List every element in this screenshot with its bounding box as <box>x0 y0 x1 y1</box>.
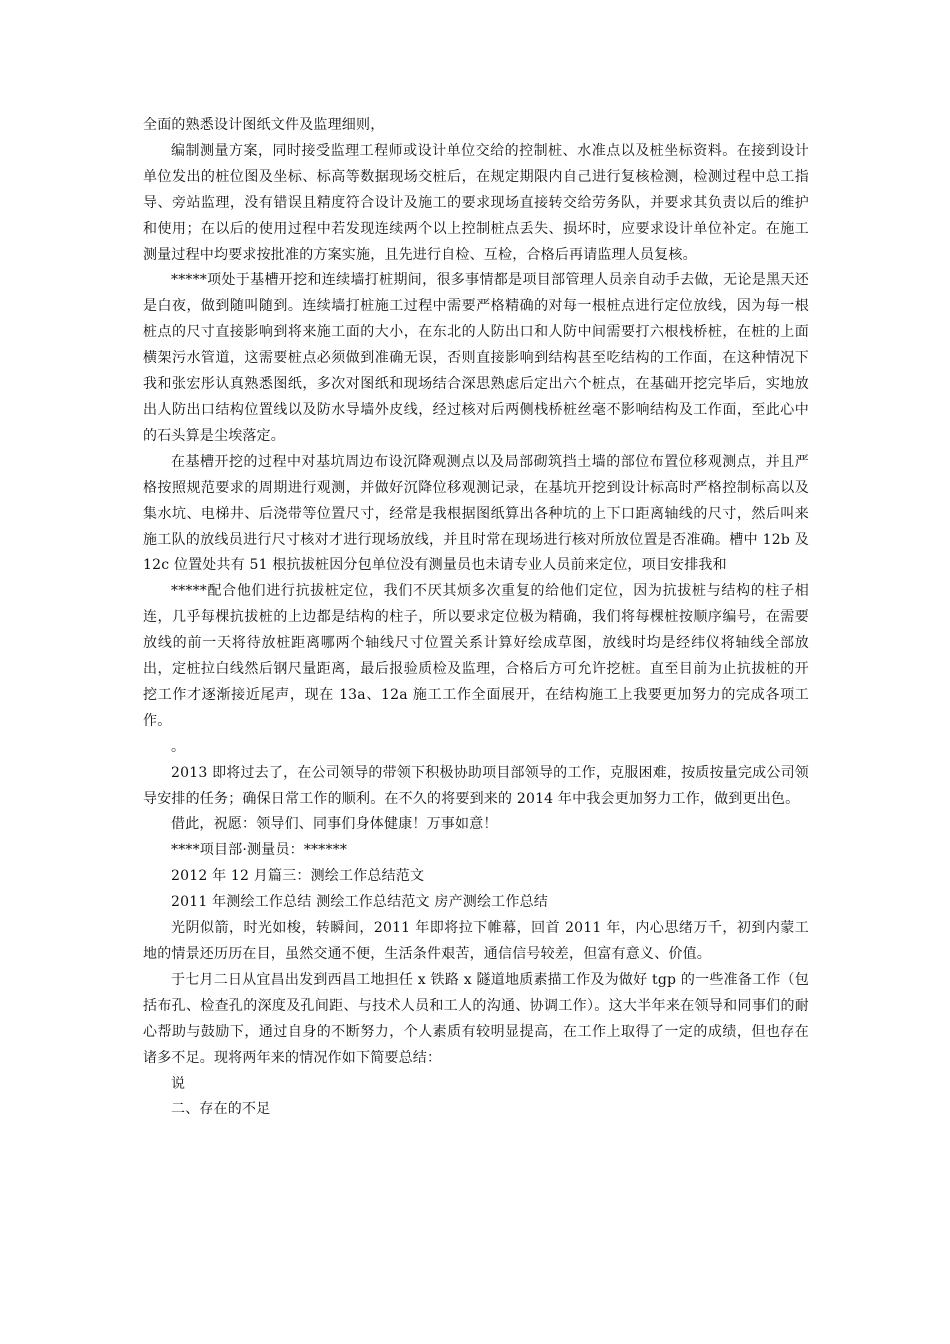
paragraph-6: 。 <box>171 738 186 755</box>
paragraph-3: *****项处于基槽开挖和连续墙打桩期间，很多事情都是项目部管理人员亲自动手去做，无论是黑天还是白夜，做到随叫随到。连续墙打桩施工过程中需要严格精确的对每一根桩点进行定位放线，因为每一根桩点的尺寸直接影响到将来施工面的大小，在东北的人防出口和人防中间需要打六根栈桥桩，在桩的上面横架污水管道，这需要桩点必须做到准确无误，否则直接影响到结构甚至吃结构的工作面，在这种情况下我和张宏彤认真熟悉图纸，多次对图纸和现场结合深思熟虑后定出六个桩点，在基础开挖完毕后，实地放出人防出口结构位置线以及防水导墙外皮线，经过核对后两侧栈桥桩丝毫不影响结构及工作面，至此心中的石头算是尘埃落定。 <box>143 272 809 444</box>
paragraph-11: 2011 年测绘工作总结 测绘工作总结范文 房产测绘工作总结 <box>171 894 548 911</box>
paragraph-8: 借此，祝愿：领导们、同事们身体健康！万事如意！ <box>171 816 498 833</box>
paragraph-13: 于七月二日从宜昌出发到西昌工地担任 x 铁路 x 隧道地质素描工作及为做好 tgp 的一些准备工作（包括布孔、检查孔的深度及孔间距、与技术人员和工人的沟通、协调工作）。这大半年来在领导和同事们的耐心帮助与鼓励下，通过自身的不断努力，个人素质有较明显提高，在工作上取得了一定的成绩，但也存在诸多不足。现将两年来的情况作如下简要总结： <box>143 971 809 1066</box>
paragraph-12: 光阴似箭，时光如梭，转瞬间，2011 年即将拉下帷幕，回首 2011 年，内心思绪万千，初到内蒙工地的情景还历历在目，虽然交通不便，生活条件艰苦，通信信号较差，但富有意义、价值。 <box>143 920 809 962</box>
paragraph-5: *****配合他们进行抗拔桩定位，我们不厌其烦多次重复的给他们定位，因为抗拔桩与结构的柱子相连，几乎每棵抗拔桩的上边都是结构的柱子，所以要求定位极为精确，我们将每棵桩按顺序编号，在需要放线的前一天将待放桩距离哪两个轴线尺寸位置关系计算好绘成草图，放线时均是经纬仪将轴线全部放出，定桩拉白线然后钢尺量距离，最后报验质检及监理，合格后方可允许挖桩。直至目前为止抗拔桩的开挖工作才逐渐接近尾声，现在 13a、12a 施工工作全面展开，在结构施工上我要更加努力的完成各项工作。 <box>143 583 809 729</box>
paragraph-1: 全面的熟悉设计图纸文件及监理细则， <box>143 117 385 133</box>
paragraph-14: 说 <box>171 1075 186 1092</box>
paragraph-10: 2012 年 12 月篇三：测绘工作总结范文 <box>171 868 425 885</box>
paragraph-15: 二、存在的不足 <box>171 1101 271 1118</box>
document-body <box>143 113 809 1123</box>
paragraph-9: ****项目部·测量员：****** <box>171 842 348 859</box>
paragraph-2: 编制测量方案，同时接受监理工程师或设计单位交给的控制桩、水准点以及桩坐标资料。在接到设计单位发出的桩位图及坐标、标高等数据现场交桩后，在规定期限内自己进行复核检测，检测过程中总工指导、旁站监理，没有错误且精度符合设计及施工的要求现场直接转交给劳务队，并要求其负责以后的维护和使用；在以后的使用过程中若发现连续两个以上控制桩点丢失、损坏时，应要求设计单位补定。在施工测量过程中均要求按批准的方案实施，且先进行自检、互检，合格后再请监理人员复核。 <box>143 142 809 263</box>
paragraph-4: 在基槽开挖的过程中对基坑周边布设沉降观测点以及局部砌筑挡土墙的部位布置位移观测点，并且严格按照规范要求的周期进行观测，并做好沉降位移观测记录，在基坑开挖到设计标高时严格控制标高以及集水坑、电梯井、后浇带等位置尺寸，经常是我根据图纸算出各种坑的上下口距离轴线的尺寸，然后叫来施工队的放线员进行尺寸核对才进行现场放线，并且时常在现场进行核对所放位置是否准确。槽中 12b 及 12c 位置处共有 51 根抗拔桩因分包单位没有测量员也未请专业人员前来定位，项目安排我和 <box>143 453 809 574</box>
paragraph-7: 2013 即将过去了，在公司领导的带领下积极协助项目部领导的工作，克服困难，按质按量完成公司领导安排的任务；确保日常工作的顺利。在不久的将要到来的 2014 年中我会更加努力工作，做到更出色。 <box>143 764 809 807</box>
